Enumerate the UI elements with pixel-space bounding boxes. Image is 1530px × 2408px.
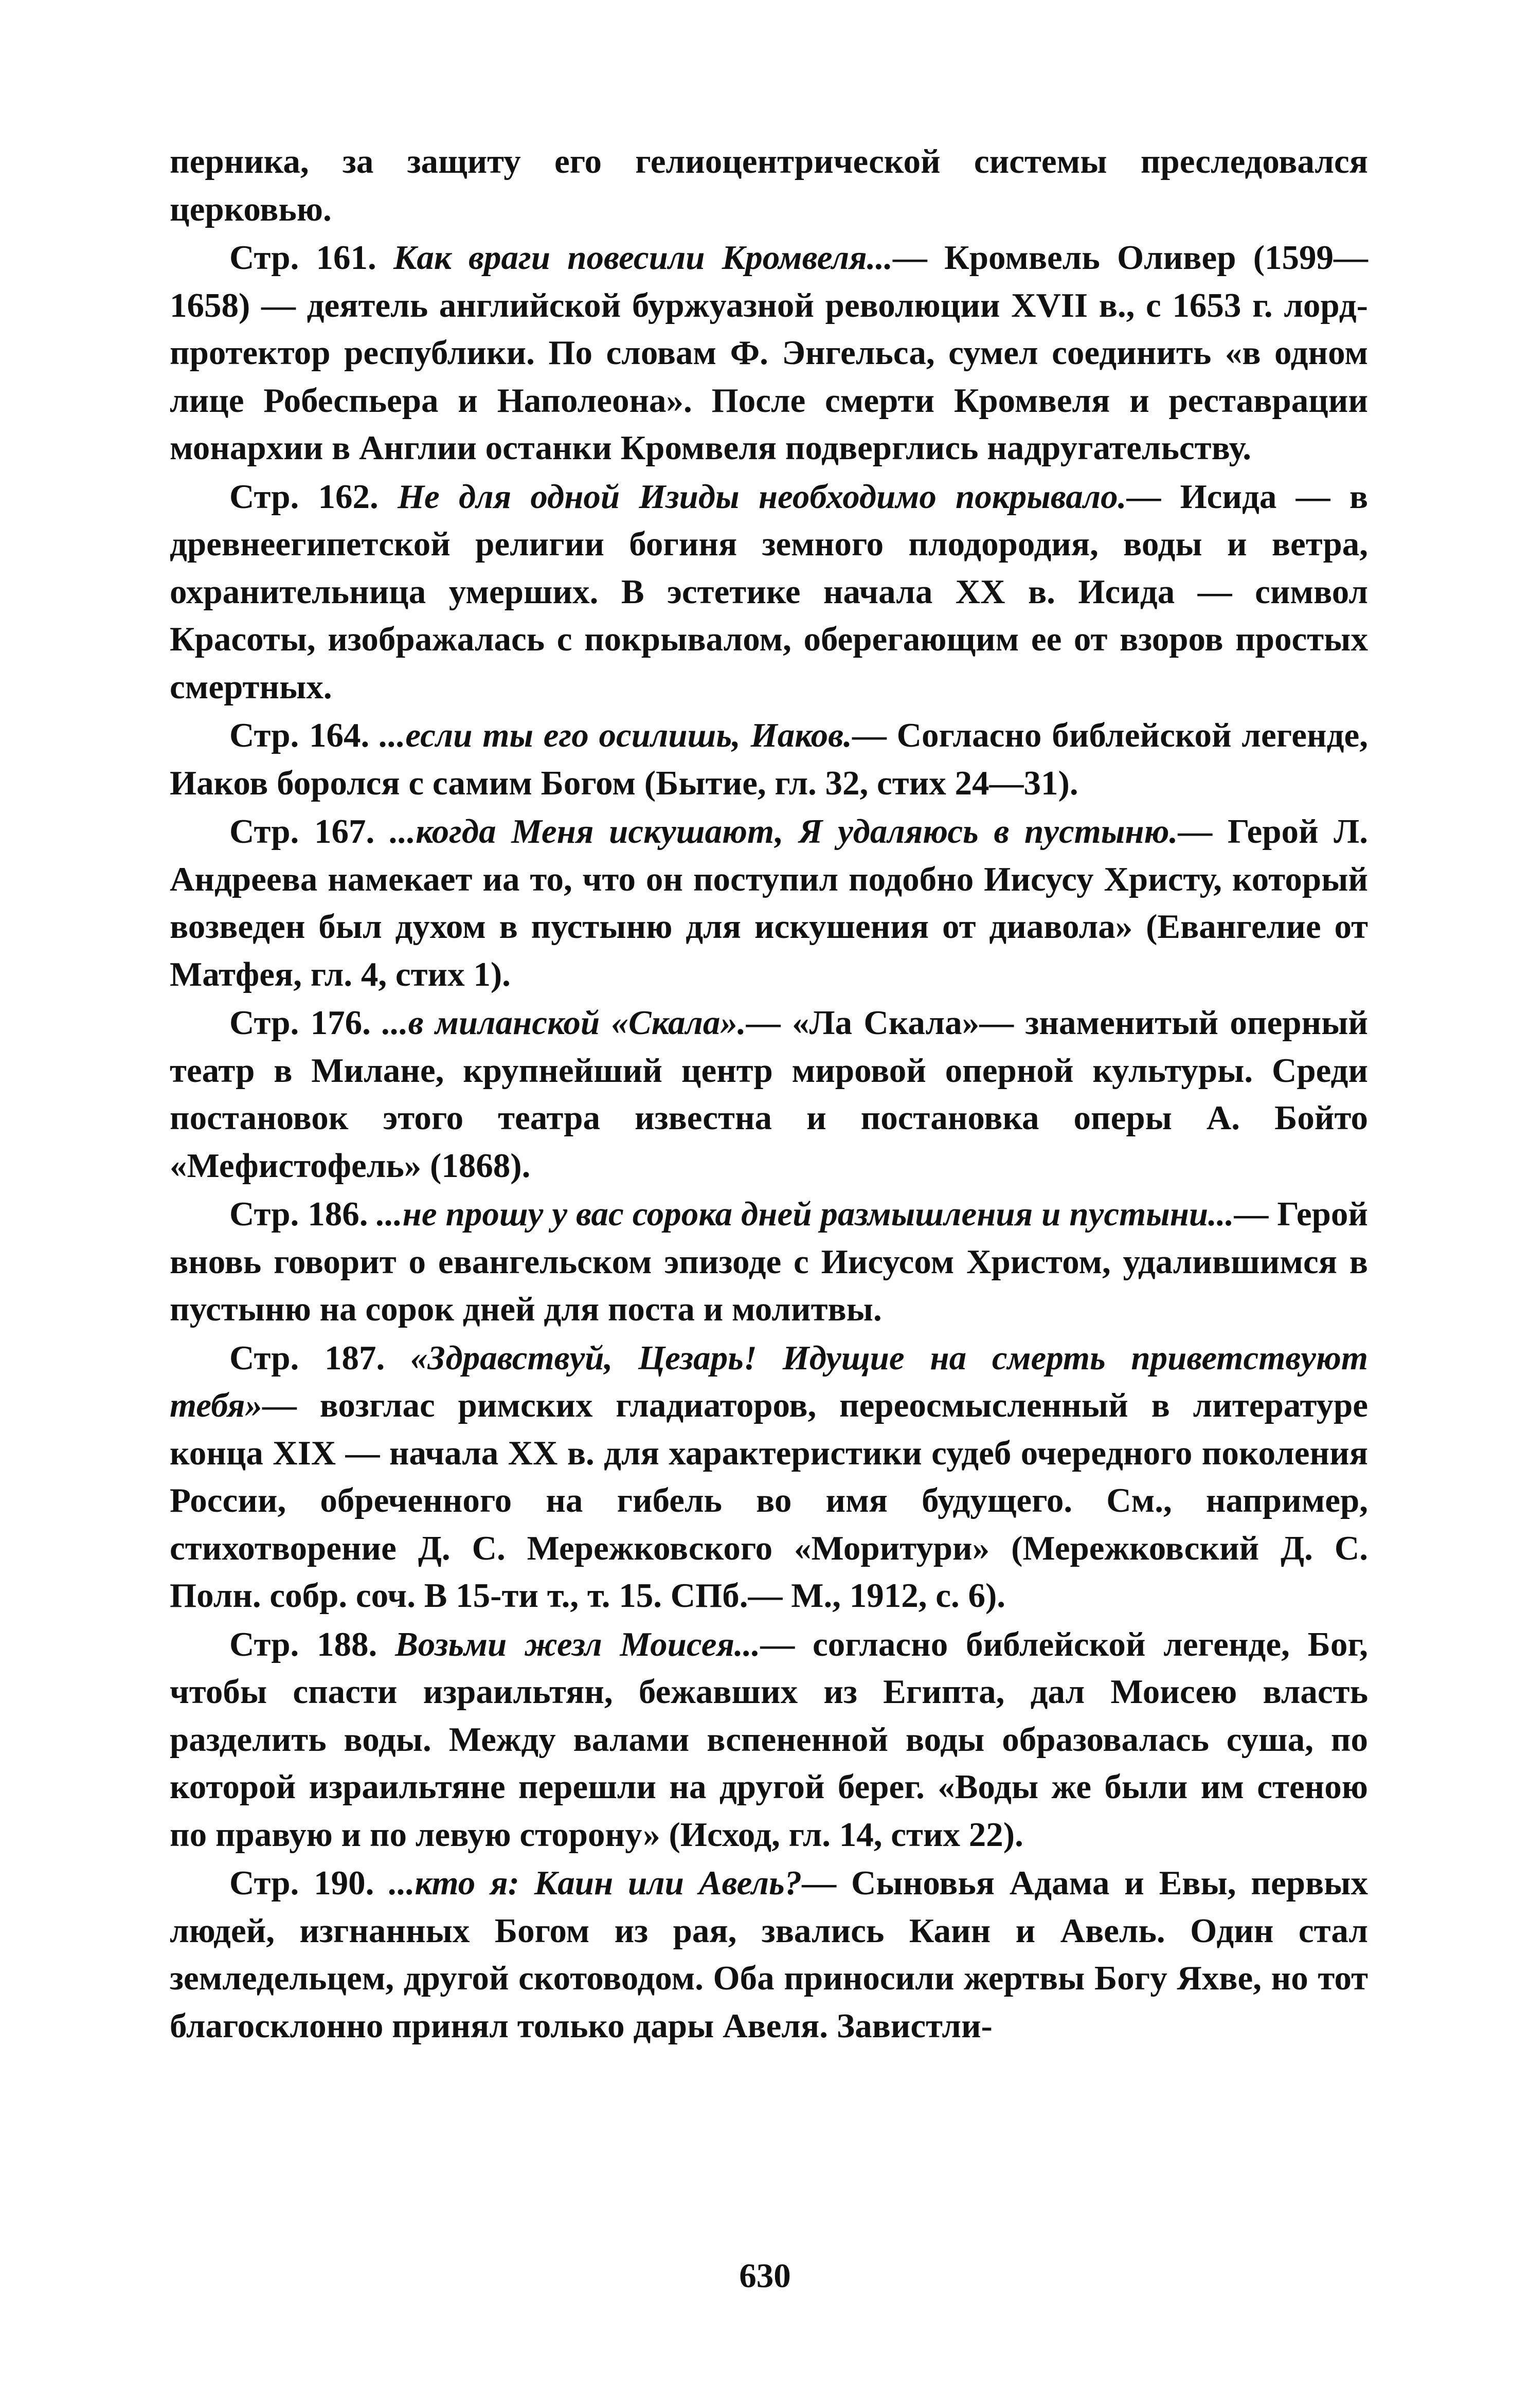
- page-reference: Стр. 187.: [229, 1338, 385, 1377]
- page-reference: Стр. 188.: [229, 1625, 377, 1663]
- note-entry: [170, 1621, 1368, 1859]
- note-entry: [170, 712, 1368, 807]
- note-entry: [170, 999, 1368, 1189]
- note-text: — Сыновья Адама и Евы, первых людей, изгнанных Богом из рая, звались Каин и Авель. Один стал земледельцем, другой скотоводом. Оба приносили жертвы Богу Яхве, но тот благосклонно принял только дары Авеля. Завистли-: [170, 1864, 1368, 2045]
- note-entry: [170, 473, 1368, 711]
- page-reference: Стр. 190.: [229, 1864, 374, 1902]
- note-text: — «Ла Скала»— знаменитый оперный театр в Милане, крупнейший центр мировой оперной культуры. Среди постановок этого театра известна и постановка оперы А. Бойто «Мефистофель» (1868).: [170, 1004, 1368, 1185]
- note-text: — Исида — в древнеегипетской религии богиня земного плодородия, воды и ветра, охранительница умерших. В эстетике начала XX в. Исида — символ Красоты, изображалась с покрывалом, оберегающим ее от взоров простых смертных.: [170, 477, 1369, 706]
- note-text: — возглас римских гладиаторов, переосмысленный в литературе конца XIX — начала XX в. для характеристики судеб очередного поколения России, обреченного на гибель во имя будущего. См., например, стихотворение Д. С. Мережковского «Моритури» (Мережковский Д. С. Полн. собр. соч. В 15-ти т., т. 15. СПб.— М., 1912, с. 6).: [170, 1386, 1368, 1615]
- page-reference: Стр. 186.: [229, 1195, 368, 1233]
- quoted-phrase: «Здравствуй, Цезарь! Идущие на смерть приветствуют тебя»: [170, 1338, 1369, 1424]
- note-text: — Герой Л. Андреева намекает иа то, что он поступил подобно Иисусу Христу, который возведен был духом в пустыню для искушения от диавола» (Евангелие от Матфея, гл. 4, стих 1).: [170, 812, 1368, 993]
- quoted-phrase: Не для одной Изиды необходимо покрывало.: [397, 477, 1127, 516]
- page-reference: Стр. 162.: [229, 477, 379, 516]
- page-reference: Стр. 161.: [229, 239, 376, 277]
- quoted-phrase: ...в миланской «Скала».: [382, 1004, 746, 1042]
- commentary-text: [170, 138, 1368, 2050]
- note-text: — Согласно библейской легенде, Иаков боролся с самим Богом (Бытие, гл. 32, стих 24—31).: [170, 716, 1369, 802]
- page-reference: Стр. 176.: [229, 1004, 371, 1042]
- quoted-phrase: ...не прошу у вас сорока дней размышления и пустыни...: [376, 1195, 1234, 1233]
- note-entry: [170, 1859, 1368, 2050]
- quoted-phrase: ...кто я: Каин или Авель?: [389, 1864, 802, 1902]
- note-text: — Герой вновь говорит о евангельском эпизоде с Иисусом Христом, удалившимся в пустыню на сорок дней для поста и молитвы.: [170, 1195, 1368, 1328]
- quoted-phrase: Как враги повесили Кромвеля...: [393, 239, 893, 277]
- note-entry: [170, 1190, 1368, 1333]
- quoted-phrase: ...когда Меня искушают, Я удаляюсь в пустыню.: [389, 812, 1178, 850]
- page-reference: Стр. 164.: [229, 716, 370, 754]
- note-entry: [170, 234, 1368, 472]
- note-entry: [170, 1334, 1368, 1620]
- quoted-phrase: Возьми жезл Моисея...: [395, 1625, 761, 1663]
- note-text: — Кромвель Оливер (1599—1658) — деятель английской буржуазной революции XVII в., с 1653 г. лорд-протектор республики. По словам Ф. Энгельса, сумел соединить «в одном лице Робеспьера и Наполеона». После смерти Кромвеля и реставрации монархии в Англии останки Кромвеля подверглись надругательству.: [170, 239, 1369, 467]
- page-reference: Стр. 167.: [229, 812, 375, 850]
- page-number: 630: [739, 2257, 791, 2295]
- quoted-phrase: ...если ты его осилишь, Иаков.: [380, 716, 852, 754]
- paragraph-continuation: перника, за защиту его гелиоцентрической системы преследовался церковью.: [170, 142, 1368, 228]
- note-text: — согласно библейской легенде, Бог, чтобы спасти израильтян, бежавших из Египта, дал Моисею власть разделить воды. Между валами вспененной воды образовалась суша, по которой израильтяне перешли на другой берег. «Воды же были им стеною по правую и по левую сторону» (Исход, гл. 14, стих 22).: [170, 1625, 1369, 1854]
- note-entry: [170, 808, 1368, 998]
